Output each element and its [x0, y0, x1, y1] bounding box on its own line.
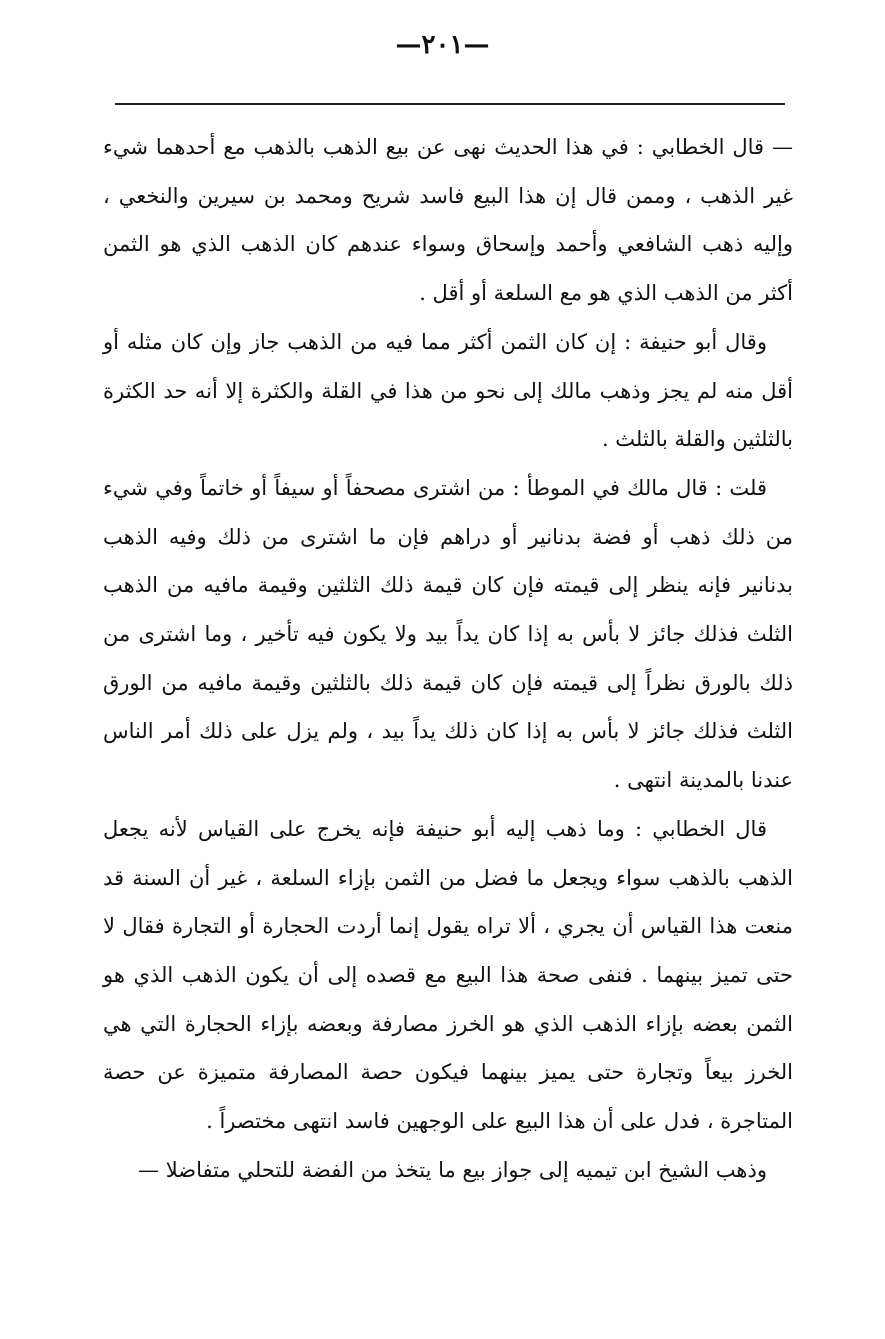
page-number: —٢٠١— [395, 30, 490, 60]
paragraph-ibn-taymiyya: وذهب الشيخ ابن تيميه إلى جواز بيع ما يتخذ من الفضة للتحلي متفاضلا — [138, 1157, 767, 1182]
header-rule [115, 103, 785, 105]
paragraph-khattabi-hadith: — قال الخطابي : في هذا الحديث نهى عن بيع الذهب بالذهب مع أحدهما شيء غير الذهب ، وممن قال إن هذا البيع فاسد شريح ومحمد بن سيرين والنخعي ، وإليه ذهب الشافعي وأحمد وإسحاق وسواء عندهم كان الذهب الذي هو الثمن أكثر من الذهب الذي هو مع السلعة أو أقل . [103, 135, 793, 306]
paragraph-khattabi-qiyas: قال الخطابي : وما ذهب إليه أبو حنيفة فإنه يخرج على القياس لأنه يجعل الذهب بالذهب سواء ويجعل ما فضل من الثمن بإزاء السلعة ، غير أن السنة قد منعت هذا القياس أن يجري ، ألا تراه يقول إنما أردت الحجارة أو التجارة فقال لا حتى تميز بينهما . فنفى صحة هذا البيع مع قصده إلى أن يكون الذهب الذي هو الثمن بعضه بإزاء الذهب الذي هو الخرز مصارفة وبعضه بإزاء الحجارة التي هي الخرز بيعاً وتجارة حتى يميز بينهما فيكون حصة المصارفة متميزة عن حصة المتاجرة ، فدل على أن هذا البيع على الوجهين فاسد انتهى مختصراً . [103, 816, 793, 1134]
page-body [103, 123, 793, 1194]
paragraph-malik-muwatta: قلت : قال مالك في الموطأ : من اشترى مصحفاً أو سيفاً أو خاتماً وفي شيء من ذلك ذهب أو فضة بدنانير أو دراهم فإن ما اشترى من ذلك وفيه الذهب بدنانير فإنه ينظر إلى قيمته فإن كان قيمة ذلك الثلثين وقيمة مافيه من الذهب الثلث فذلك جائز لا بأس به إذا كان يداً بيد ولا يكون فيه تأخير ، وما اشترى من ذلك بالورق نظراً إلى قيمته فإن كان قيمة ذلك بالثلثين وقيمة مافيه من الورق الثلث فذلك جائز لا بأس به إذا كان ذلك يداً بيد ، ولم يزل على ذلك أمر الناس عندنا بالمدينة انتهى . [103, 475, 793, 793]
paragraph-abu-hanifa: وقال أبو حنيفة : إن كان الثمن أكثر مما فيه من الذهب جاز وإن كان مثله أو أقل منه لم يجز وذهب مالك إلى نحو من هذا في القلة والكثرة إلا أنه حد الكثرة بالثلثين والقلة بالثلث . [103, 329, 793, 452]
